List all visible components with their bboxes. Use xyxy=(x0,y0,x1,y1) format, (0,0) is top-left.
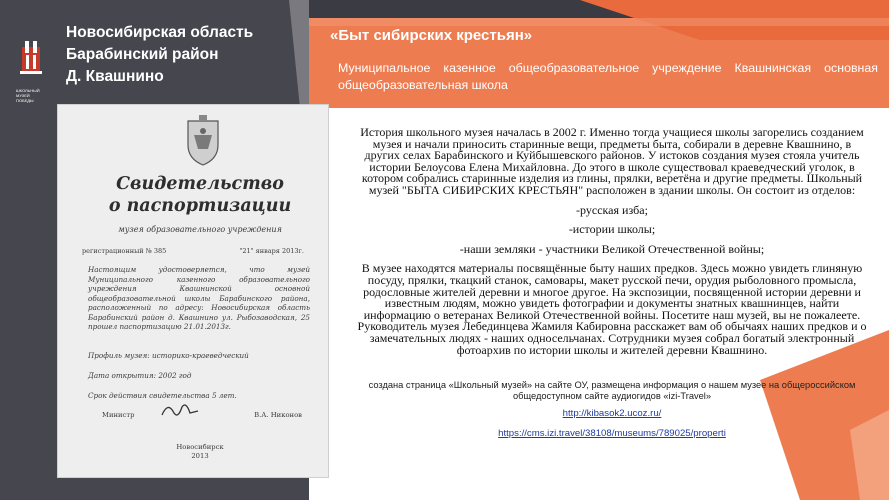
certificate-profile: Профиль музея: историко-краеведческий xyxy=(88,351,249,360)
museum-title: «Быт сибирских крестьян» xyxy=(330,27,533,44)
region-line: Д. Квашнино xyxy=(66,68,164,85)
certificate-registration xyxy=(82,247,314,255)
logo-caption: ШКОЛЬНЫЙ МУЗЕЙ ПОБЕДЫ xyxy=(16,88,40,103)
department-item: -наши земляки - участники Великой Отечественной войны; xyxy=(459,241,765,256)
certificate-year: 2013 xyxy=(191,452,209,460)
coat-of-arms-icon xyxy=(184,115,222,167)
region-line: Новосибирская область xyxy=(66,24,254,41)
reg-date: "21" января 2013г. xyxy=(239,247,304,255)
certificate-opened: Дата открытия: 2002 год xyxy=(88,371,192,380)
signer-name: В.А. Никонов xyxy=(254,411,302,419)
history-paragraph: История школьного музея началась в 2002 г. Именно тогда учащиеся школы загорелись созданием музея и начали приносить старинные вещи, предметы быта, собирали в деревне Квашнино, в других селах Барабинского и Куйбышевского районов. У истоков создания музея стояла учитель истории Белоусова Елена Михайловна. До этого в школе существовал краеведческий уголок, в котором собрались старинные изделия из глины, прялки, веретёна и другие предметы. Школьный музей "БЫТА СИБИРСКИХ КРЕСТЬЯН" расположен в здании школы. Он состоит из отделов: xyxy=(360,125,864,197)
region-title xyxy=(66,22,296,88)
certificate-title xyxy=(86,173,314,217)
region-line: Барабинский район xyxy=(66,46,219,63)
department-item: -истории школы; xyxy=(568,222,656,237)
school-name: Муниципальное казенное общеобразовательное учреждение Квашнинская основная общеобразовательная школа xyxy=(338,61,878,92)
certificate-photo xyxy=(57,104,329,478)
certificate xyxy=(80,115,320,465)
certificate-city xyxy=(80,443,320,461)
certificate-body: Настоящим удостоверяется, что музей Муниципального казенного образовательного учреждения Квашнинской основной общеобразовательной школы Барабинского района, расположенный по адресу: Новосибирская область Барабинский район д. Квашнино ул. Рыбозаводская, 25 прошел паспортизацию 21.01.2013г. xyxy=(88,265,310,331)
school-site-link[interactable]: http://kibasok2.ucoz.ru/ xyxy=(562,408,662,419)
certificate-validity: Срок действия свидетельства 5 лет. xyxy=(88,391,237,400)
certificate-title-line: Свидетельство xyxy=(116,174,284,194)
museum-history xyxy=(354,127,870,356)
history-paragraph: В музее находятся материалы посвящённые быту наших предков. Здесь можно увидеть глиняную посуду, прялки, ткацкий станок, самовары, макет русской печи, орудия рыболовного промысла, родословные жителей деревни и многое другое. На экспозиции, посвященной истории деревни и известным людям, можно увидеть фотографии и документы знатных квашнинцев, найти информацию о ветеранах Великой Отечественной войны. Посетите наш музей, вы не пожалеете. Руководитель музея Лебединцева Жамиля Кабировна расскажет вам об обычаях наших предков и о замечательных людях - наших односельчанах. Сотрудники музея собрал богатый электронный фотоархив по истории школы и жителей деревни Квашнино. xyxy=(357,261,867,357)
department-item: -русская изба; xyxy=(576,202,648,217)
certificate-subtitle: музея образовательного учреждения xyxy=(118,225,282,234)
certificate-city-name: Новосибирск xyxy=(176,443,224,451)
certificate-title-line: о паспортизации xyxy=(108,196,292,216)
signer-title: Министр xyxy=(102,411,135,419)
reg-number: регистрационный № 385 xyxy=(82,247,167,255)
izi-travel-link[interactable]: https://cms.izi.travel/38108/museums/789025/properti xyxy=(498,428,726,439)
museum-logo-icon xyxy=(16,37,46,87)
izi-travel-note: создана страница «Школьный музей» на сайте ОУ, размещена информация о нашем музее на общероссийском общедоступном сайте аудиогидов «izi-Travel» xyxy=(368,380,856,401)
signature-icon xyxy=(160,399,200,421)
